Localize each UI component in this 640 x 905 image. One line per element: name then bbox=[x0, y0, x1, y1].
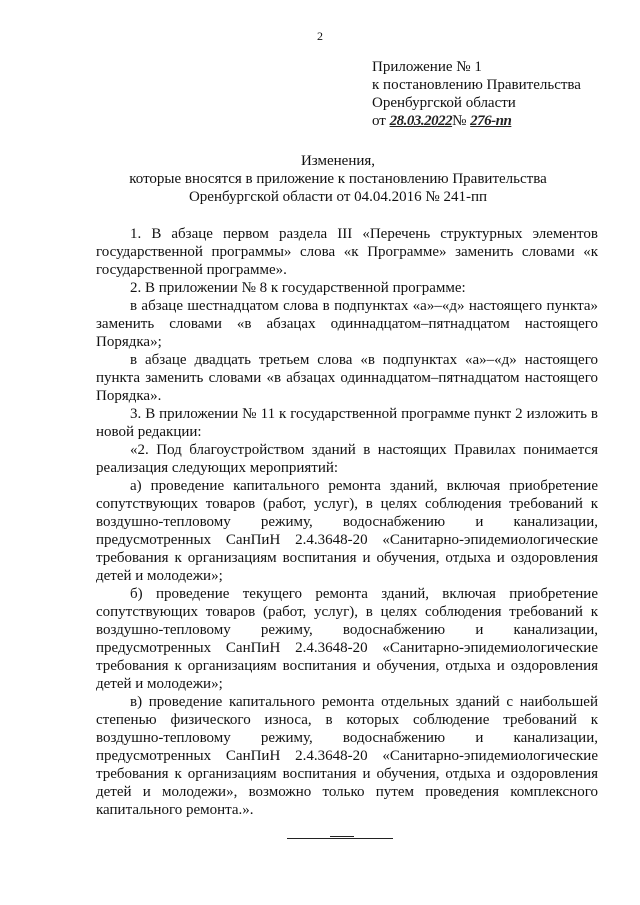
number-prefix: № bbox=[452, 113, 471, 129]
document-body bbox=[96, 225, 598, 819]
heading-title: Изменения, bbox=[300, 153, 376, 169]
page-number: 2 bbox=[317, 29, 323, 43]
appendix-line-region: Оренбургской области bbox=[372, 95, 516, 111]
paragraph-2-sub-1: в абзаце шестнадцатом слова в подпунктах «а»–«д» настоящего пункта» заменить словами «в абзацах одиннадцатом–пятнадцатом настоящего Порядка»; bbox=[96, 298, 598, 350]
appendix-line-resolution: к постановлению Правительства bbox=[372, 77, 581, 93]
paragraph-3: 3. В приложении № 11 к государственной программе пункт 2 изложить в новой редакции: bbox=[96, 406, 598, 440]
heading-reference: Оренбургской области от 04.04.2016 № 241-пп bbox=[188, 189, 488, 205]
paragraph-2-sub-2: в абзаце двадцать третьем слова «в подпунктах «а»–«д» настоящего пункта заменить словами «в абзацах одиннадцатом–пятнадцатом настоящего Порядка». bbox=[96, 352, 598, 404]
paragraph-3-item-b: б) проведение текущего ремонта зданий, включая приобретение сопутствующих товаров (работ, услуг), в целях соблюдения требований к воздушно-тепловому режиму, водоснабжению и канализации, предусмотренных СанПиН 2.4.3648-20 «Санитарно-эпидемиологические требования к организациям воспитания и обучения, отдыха и оздоровления детей и молодежи»; bbox=[96, 586, 598, 692]
appendix-block bbox=[372, 58, 581, 130]
appendix-date-line bbox=[372, 112, 581, 130]
heading-subtitle: которые вносятся в приложение к постановлению Правительства bbox=[129, 171, 547, 187]
paragraph-3-item-c: в) проведение капитального ремонта отдельных зданий с наибольшей степенью физического износа, в которых соблюдение требований к воздушно-тепловому режиму, водоснабжению и канализации, предусмотренных СанПиН 2.4.3648-20 «Санитарно-эпидемиологические требования к организациям воспитания и обучения, отдыха и оздоровления детей и молодежи», возможно только путем проведения комплексного капитального ремонта.». bbox=[96, 694, 598, 818]
paragraph-3-quote: «2. Под благоустройством зданий в настоящих Правилах понимается реализация следующих мероприятий: bbox=[96, 442, 598, 476]
appendix-title: Приложение № 1 bbox=[372, 59, 482, 75]
handwritten-number: 276-пп bbox=[470, 113, 512, 129]
document-heading bbox=[118, 152, 558, 206]
end-divider bbox=[287, 838, 393, 839]
paragraph-3-item-a: а) проведение капитального ремонта зданий, включая приобретение сопутствующих товаров (работ, услуг), в целях соблюдения требований к воздушно-тепловому режиму, водоснабжению и канализации, предусмотренных СанПиН 2.4.3648-20 «Санитарно-эпидемиологические требования к организациям воспитания и обучения, отдыха и оздоровления детей и молодежи»; bbox=[96, 478, 598, 584]
date-prefix: от bbox=[372, 113, 390, 129]
paragraph-1: 1. В абзаце первом раздела III «Перечень структурных элементов государственной программы» слова «к Программе» заменить словами «к государственной программе». bbox=[96, 226, 598, 278]
handwritten-date: 28.03.2022 bbox=[389, 113, 453, 129]
paragraph-2: 2. В приложении № 8 к государственной программе: bbox=[130, 280, 466, 296]
